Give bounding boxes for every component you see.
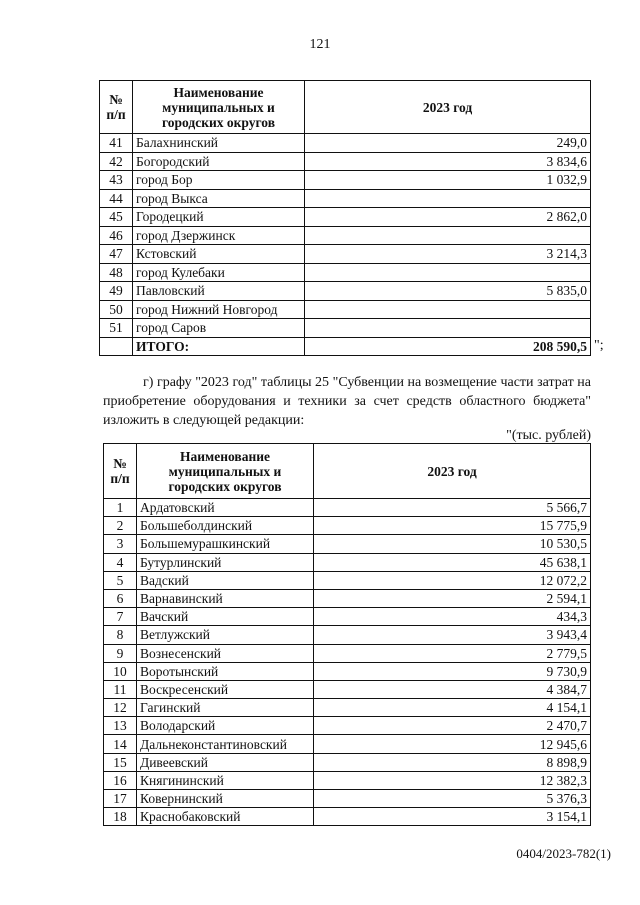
row-name: Бутурлинский bbox=[137, 553, 314, 571]
row-num: 7 bbox=[104, 608, 137, 626]
table-row bbox=[104, 699, 591, 717]
table-row bbox=[104, 535, 591, 553]
table-row bbox=[100, 171, 591, 190]
table-row bbox=[100, 263, 591, 282]
table-row bbox=[100, 282, 591, 301]
header-name: Наименование муниципальных и городских округов bbox=[137, 444, 314, 499]
table-row bbox=[100, 134, 591, 153]
table-row bbox=[100, 152, 591, 171]
row-num: 5 bbox=[104, 571, 137, 589]
row-num: 44 bbox=[100, 189, 133, 208]
row-name: Вознесенский bbox=[137, 644, 314, 662]
row-name: город Саров bbox=[133, 319, 305, 338]
row-name: Володарский bbox=[137, 717, 314, 735]
row-name: Ветлужский bbox=[137, 626, 314, 644]
table-row bbox=[104, 571, 591, 589]
table-row bbox=[100, 300, 591, 319]
row-name: город Дзержинск bbox=[133, 226, 305, 245]
table-row bbox=[100, 245, 591, 264]
table-header-row bbox=[104, 444, 591, 499]
table-row bbox=[104, 608, 591, 626]
row-value: 249,0 bbox=[305, 134, 591, 153]
row-value bbox=[305, 319, 591, 338]
row-name: Городецкий bbox=[133, 208, 305, 227]
row-num: 17 bbox=[104, 790, 137, 808]
row-value: 5 376,3 bbox=[314, 790, 591, 808]
row-value bbox=[305, 226, 591, 245]
table-row bbox=[104, 662, 591, 680]
unit-note: "(тыс. рублей) bbox=[506, 428, 591, 443]
row-num: 49 bbox=[100, 282, 133, 301]
row-value: 12 945,6 bbox=[314, 735, 591, 753]
header-year: 2023 год bbox=[305, 81, 591, 134]
row-name: Дальнеконстантиновский bbox=[137, 735, 314, 753]
row-num: 13 bbox=[104, 717, 137, 735]
row-value: 2 470,7 bbox=[314, 717, 591, 735]
row-num: 51 bbox=[100, 319, 133, 338]
total-value: 208 590,5 bbox=[305, 337, 591, 356]
table-2023-continuation bbox=[99, 80, 591, 356]
header-num: № п/п bbox=[104, 444, 137, 499]
row-name: Дивеевский bbox=[137, 753, 314, 771]
table-row bbox=[104, 735, 591, 753]
row-name: город Выкса bbox=[133, 189, 305, 208]
row-name: город Бор bbox=[133, 171, 305, 190]
table-row bbox=[104, 680, 591, 698]
row-value: 2 862,0 bbox=[305, 208, 591, 227]
row-name: город Нижний Новгород bbox=[133, 300, 305, 319]
table-row bbox=[104, 771, 591, 789]
row-name: Краснобаковский bbox=[137, 808, 314, 826]
row-name: Павловский bbox=[133, 282, 305, 301]
row-value: 4 154,1 bbox=[314, 699, 591, 717]
row-num: 4 bbox=[104, 553, 137, 571]
row-num: 48 bbox=[100, 263, 133, 282]
row-num: 42 bbox=[100, 152, 133, 171]
table-row bbox=[104, 717, 591, 735]
row-name: Ковернинский bbox=[137, 790, 314, 808]
table-25-subsidies bbox=[103, 443, 591, 826]
total-label: ИТОГО: bbox=[133, 337, 305, 356]
row-num: 50 bbox=[100, 300, 133, 319]
row-value: 3 214,3 bbox=[305, 245, 591, 264]
row-value: 5 566,7 bbox=[314, 499, 591, 517]
row-value bbox=[305, 189, 591, 208]
row-value: 9 730,9 bbox=[314, 662, 591, 680]
row-num: 14 bbox=[104, 735, 137, 753]
row-num: 16 bbox=[104, 771, 137, 789]
row-num: 9 bbox=[104, 644, 137, 662]
row-value: 2 779,5 bbox=[314, 644, 591, 662]
row-value: 12 382,3 bbox=[314, 771, 591, 789]
row-name: Ардатовский bbox=[137, 499, 314, 517]
row-value bbox=[305, 300, 591, 319]
row-num: 12 bbox=[104, 699, 137, 717]
row-name: Воскресенский bbox=[137, 680, 314, 698]
table-row bbox=[100, 319, 591, 338]
table-row bbox=[104, 753, 591, 771]
page-number: 121 bbox=[309, 37, 331, 52]
row-name: Варнавинский bbox=[137, 589, 314, 607]
row-value: 3 834,6 bbox=[305, 152, 591, 171]
table-row bbox=[104, 517, 591, 535]
header-num: № п/п bbox=[100, 81, 133, 134]
document-code: 0404/2023-782(1) bbox=[516, 846, 611, 861]
row-value: 12 072,2 bbox=[314, 571, 591, 589]
row-value: 434,3 bbox=[314, 608, 591, 626]
row-num: 3 bbox=[104, 535, 137, 553]
row-num: 41 bbox=[100, 134, 133, 153]
total-num bbox=[100, 337, 133, 356]
row-value: 3 943,4 bbox=[314, 626, 591, 644]
table-row bbox=[100, 226, 591, 245]
row-name: город Кулебаки bbox=[133, 263, 305, 282]
row-value: 1 032,9 bbox=[305, 171, 591, 190]
table-row bbox=[104, 499, 591, 517]
row-value: 45 638,1 bbox=[314, 553, 591, 571]
table-row bbox=[104, 790, 591, 808]
row-value: 15 775,9 bbox=[314, 517, 591, 535]
row-num: 18 bbox=[104, 808, 137, 826]
table-row bbox=[100, 189, 591, 208]
row-value bbox=[305, 263, 591, 282]
row-num: 43 bbox=[100, 171, 133, 190]
row-num: 46 bbox=[100, 226, 133, 245]
row-name: Богородский bbox=[133, 152, 305, 171]
row-name: Гагинский bbox=[137, 699, 314, 717]
row-name: Вадский bbox=[137, 571, 314, 589]
row-value: 2 594,1 bbox=[314, 589, 591, 607]
row-name: Воротынский bbox=[137, 662, 314, 680]
row-name: Вачский bbox=[137, 608, 314, 626]
total-row bbox=[100, 337, 591, 356]
header-year: 2023 год bbox=[314, 444, 591, 499]
row-num: 1 bbox=[104, 499, 137, 517]
header-name: Наименование муниципальных и городских округов bbox=[133, 81, 305, 134]
row-num: 2 bbox=[104, 517, 137, 535]
table-header-row bbox=[100, 81, 591, 134]
row-num: 8 bbox=[104, 626, 137, 644]
table-row bbox=[104, 808, 591, 826]
closing-quote: "; bbox=[594, 338, 604, 353]
table-row bbox=[104, 644, 591, 662]
row-num: 47 bbox=[100, 245, 133, 264]
row-num: 45 bbox=[100, 208, 133, 227]
row-name: Балахнинский bbox=[133, 134, 305, 153]
row-num: 11 bbox=[104, 680, 137, 698]
row-name: Княгининский bbox=[137, 771, 314, 789]
table-row bbox=[104, 589, 591, 607]
table-row bbox=[104, 553, 591, 571]
row-name: Кстовский bbox=[133, 245, 305, 264]
row-num: 15 bbox=[104, 753, 137, 771]
row-num: 6 bbox=[104, 589, 137, 607]
row-value: 10 530,5 bbox=[314, 535, 591, 553]
row-num: 10 bbox=[104, 662, 137, 680]
row-name: Большеболдинский bbox=[137, 517, 314, 535]
amendment-paragraph bbox=[103, 373, 591, 430]
table-row bbox=[104, 626, 591, 644]
table-row bbox=[100, 208, 591, 227]
row-value: 4 384,7 bbox=[314, 680, 591, 698]
amendment-text: г) графу "2023 год" таблицы 25 "Субвенции на возмещение части затрат на приобретение оборудования и техники за счет средств областного бюджета" изложить в следующей редакции: bbox=[103, 375, 591, 428]
row-name: Большемурашкинский bbox=[137, 535, 314, 553]
row-value: 8 898,9 bbox=[314, 753, 591, 771]
row-value: 5 835,0 bbox=[305, 282, 591, 301]
row-value: 3 154,1 bbox=[314, 808, 591, 826]
